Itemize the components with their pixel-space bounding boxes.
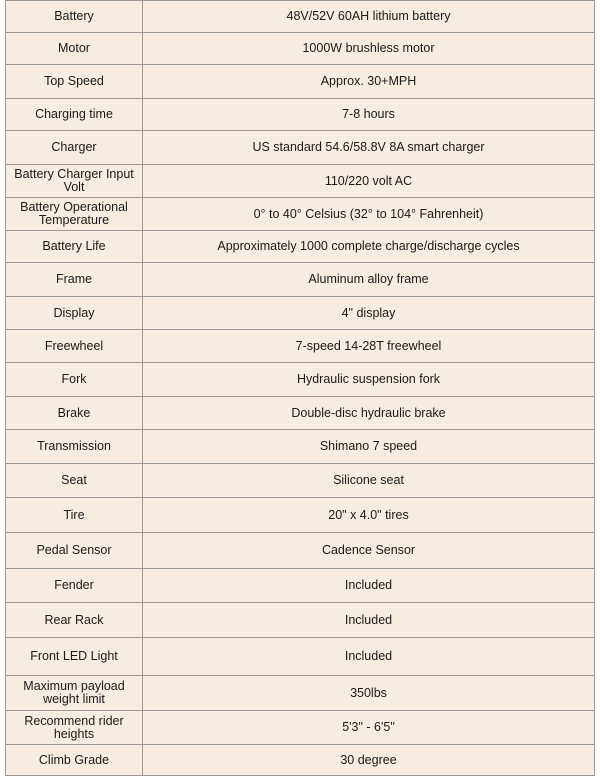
spec-label: Pedal Sensor (6, 533, 143, 569)
spec-label: Transmission (6, 430, 143, 464)
table-row (6, 745, 595, 776)
spec-value: Approximately 1000 complete charge/discharge cycles (143, 231, 595, 263)
table-row (6, 430, 595, 464)
spec-value: 110/220 volt AC (143, 165, 595, 198)
spec-value: Cadence Sensor (143, 533, 595, 569)
spec-label: Charging time (6, 99, 143, 131)
spec-label: Freewheel (6, 330, 143, 363)
spec-label: Tire (6, 498, 143, 533)
table-row (6, 603, 595, 638)
table-row (6, 711, 595, 745)
spec-label: Seat (6, 464, 143, 498)
spec-value: 48V/52V 60AH lithium battery (143, 1, 595, 33)
table-row (6, 65, 595, 99)
spec-value: 30 degree (143, 745, 595, 776)
table-row (6, 297, 595, 330)
table-row (6, 569, 595, 603)
spec-value: Included (143, 638, 595, 676)
spec-label: Fork (6, 363, 143, 397)
spec-value: Double-disc hydraulic brake (143, 397, 595, 430)
spec-table (5, 0, 595, 776)
spec-label: Frame (6, 263, 143, 297)
spec-value: Hydraulic suspension fork (143, 363, 595, 397)
spec-label: Rear Rack (6, 603, 143, 638)
spec-label: Display (6, 297, 143, 330)
spec-label: Battery Life (6, 231, 143, 263)
spec-value: Approx. 30+MPH (143, 65, 595, 99)
spec-label: Battery Operational Temperature (6, 198, 143, 231)
table-row (6, 638, 595, 676)
table-row (6, 363, 595, 397)
spec-label: Maximum payload weight limit (6, 676, 143, 711)
spec-value: 7-8 hours (143, 99, 595, 131)
spec-label: Battery Charger Input Volt (6, 165, 143, 198)
table-row (6, 131, 595, 165)
spec-value: 0° to 40° Celsius (32° to 104° Fahrenheit) (143, 198, 595, 231)
table-row (6, 231, 595, 263)
spec-label: Battery (6, 1, 143, 33)
spec-label: Recommend rider heights (6, 711, 143, 745)
spec-label: Top Speed (6, 65, 143, 99)
spec-label: Motor (6, 33, 143, 65)
table-row (6, 676, 595, 711)
spec-value: Silicone seat (143, 464, 595, 498)
table-row (6, 397, 595, 430)
spec-value: Included (143, 569, 595, 603)
spec-value: 4" display (143, 297, 595, 330)
spec-value: 7-speed 14-28T freewheel (143, 330, 595, 363)
table-row (6, 330, 595, 363)
spec-value: Shimano 7 speed (143, 430, 595, 464)
spec-value: 1000W brushless motor (143, 33, 595, 65)
spec-label: Climb Grade (6, 745, 143, 776)
spec-label: Charger (6, 131, 143, 165)
table-row (6, 165, 595, 198)
table-row (6, 99, 595, 131)
table-row (6, 33, 595, 65)
table-row (6, 1, 595, 33)
spec-value: Aluminum alloy frame (143, 263, 595, 297)
spec-value: 5'3" - 6'5" (143, 711, 595, 745)
table-row (6, 263, 595, 297)
table-row (6, 464, 595, 498)
spec-label: Fender (6, 569, 143, 603)
spec-label: Front LED Light (6, 638, 143, 676)
spec-value: US standard 54.6/58.8V 8A smart charger (143, 131, 595, 165)
table-row (6, 533, 595, 569)
spec-label: Brake (6, 397, 143, 430)
table-row (6, 498, 595, 533)
spec-value: 20" x 4.0" tires (143, 498, 595, 533)
spec-value: Included (143, 603, 595, 638)
table-row (6, 198, 595, 231)
spec-value: 350lbs (143, 676, 595, 711)
